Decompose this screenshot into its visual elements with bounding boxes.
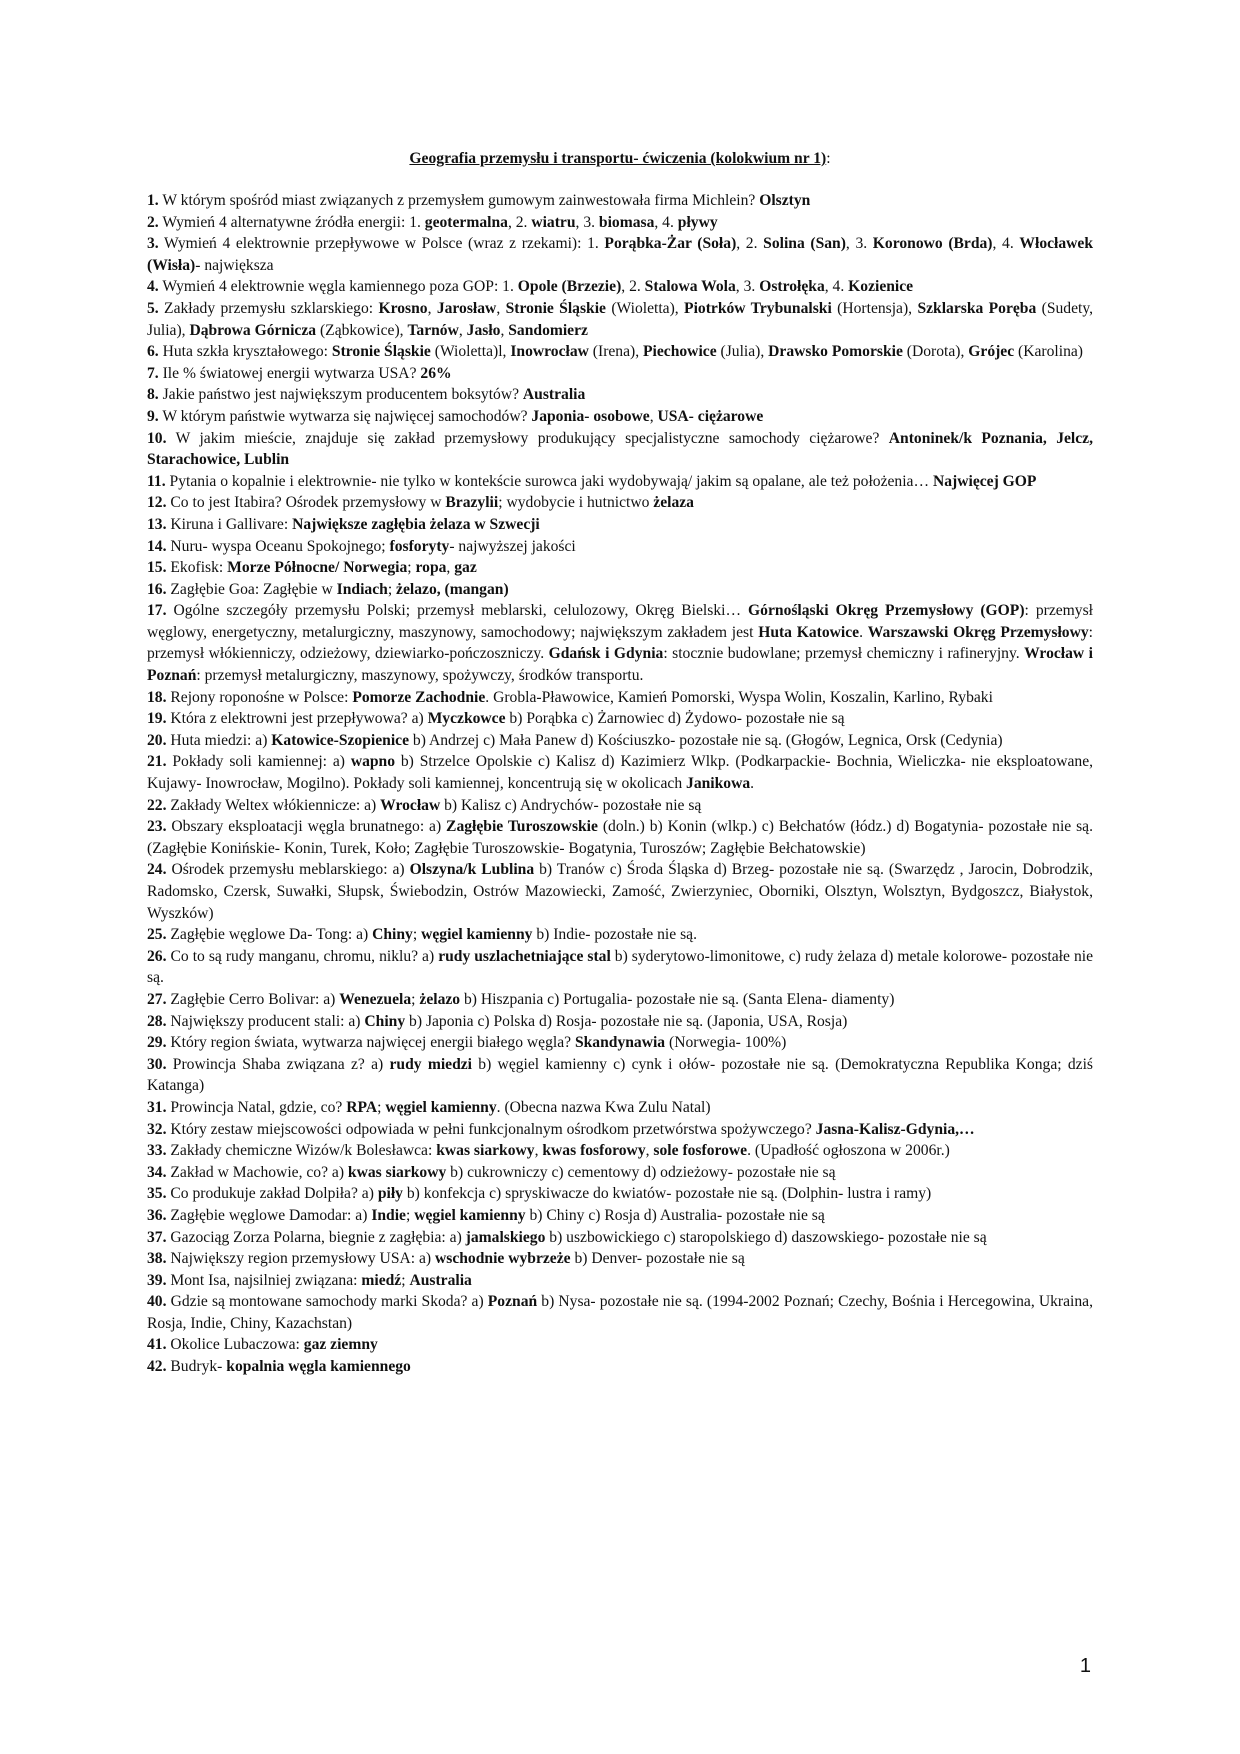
question-text: Budryk- <box>166 1358 227 1376</box>
question-text: b) syderytowo-limonitowe, c) rudy żelaza d) metale kolorowe- pozostałe nie są. <box>147 947 1093 987</box>
question-text: Co to jest Itabira? Ośrodek przemysłowy w <box>166 494 446 512</box>
question-text: , <box>446 559 455 577</box>
question-number: 6. <box>147 343 159 361</box>
answer-text: Najwięcej GOP <box>932 472 1037 490</box>
question-number: 19. <box>147 710 167 728</box>
answer-text: geotermalna <box>424 213 508 231</box>
question-item <box>147 1291 1093 1334</box>
question-text: Prowincja Natal, gdzie, co? <box>166 1098 347 1116</box>
question-text: , 2. <box>621 278 645 296</box>
question-item <box>147 471 1093 493</box>
question-text: Prowincja Shaba związana z? a) <box>166 1055 390 1073</box>
question-text: Gazociąg Zorza Polarna, biegnie z zagłębia: a) <box>166 1228 466 1246</box>
question-text: . (Upadłość ogłoszona w 2006r.) <box>747 1142 950 1160</box>
answer-text: wapno <box>350 753 396 771</box>
question-text: Jakie państwo jest największym producentem boksytów? <box>158 386 523 404</box>
question-text: , <box>427 299 437 317</box>
question-item <box>147 1011 1093 1033</box>
question-item <box>147 557 1093 579</box>
question-number: 13. <box>147 515 167 533</box>
question-text: Zakłady Weltex włókiennicze: a) <box>166 796 381 814</box>
answer-text: kwas siarkowy <box>436 1142 535 1160</box>
question-text: . Grobla-Pławowice, Kamień Pomorski, Wyspa Wolin, Koszalin, Karlino, Rybaki <box>485 688 993 706</box>
question-number: 12. <box>147 494 167 512</box>
question-number: 33. <box>147 1142 167 1160</box>
question-item <box>147 1032 1093 1054</box>
question-item <box>147 946 1093 989</box>
question-text: , <box>458 321 467 339</box>
question-number: 21. <box>147 753 167 771</box>
question-item <box>147 384 1093 406</box>
answer-text: kopalnia węgla kamiennego <box>226 1358 411 1376</box>
question-text: Mont Isa, najsilniej związana: <box>166 1271 362 1289</box>
question-item <box>147 1140 1093 1162</box>
question-text: : przemysł węglowy, energetyczny, metalurgiczny, maszynowy, samochodowy; największym zakładem jest <box>147 602 1094 641</box>
question-number: 4. <box>147 278 159 296</box>
question-text: Rejony roponośne w Polsce: <box>166 688 353 706</box>
question-text: Zagłębie Cerro Bolivar: a) <box>166 990 340 1008</box>
question-text: Największy producent stali: a) <box>166 1012 365 1030</box>
question-number: 18. <box>147 688 167 706</box>
question-text: Zagłębie Goa: Zagłębie w <box>166 580 337 598</box>
question-number: 42. <box>147 1358 167 1376</box>
answer-text: Dąbrowa Górnicza <box>189 321 317 339</box>
answer-text: Pomorze Zachodnie <box>352 688 486 706</box>
question-number: 37. <box>147 1228 167 1246</box>
question-item <box>147 1162 1093 1184</box>
question-text: , 4. <box>992 235 1020 253</box>
answer-text: Australia <box>409 1271 472 1289</box>
question-text: , <box>645 1142 654 1160</box>
answer-text: Piechowice <box>643 343 717 361</box>
answer-text: rudy miedzi <box>389 1055 472 1073</box>
question-text: (doln.) b) Konin (wlkp.) c) Bełchatów (łódz.) d) Bogatynia- pozostałe nie są. (Zagłębie Konińskie- Konin, Turek, Koło; Zagłębie Turoszowskie- Bogatynia, Turoszów; Zagłębie Bełchatowskie) <box>147 818 1093 857</box>
question-text: Która z elektrowni jest przepływowa? a) <box>166 710 428 728</box>
question-item <box>147 190 1093 212</box>
question-item <box>147 1356 1093 1378</box>
question-text: Gdzie są montowane samochody marki Skoda? a) <box>166 1293 488 1311</box>
question-text: . (Obecna nazwa Kwa Zulu Natal) <box>496 1098 711 1116</box>
question-item <box>147 751 1093 794</box>
question-number: 20. <box>147 731 167 749</box>
question-item <box>147 816 1093 859</box>
answer-text: Solina (San) <box>763 235 846 253</box>
answer-text: Olsztyn <box>759 192 811 209</box>
question-text: (Julia), <box>716 343 769 361</box>
question-text: b) Denver- pozostałe nie są <box>570 1250 745 1268</box>
question-text: b) uszbowickiego c) staropolskiego d) daszowskiego- pozostałe nie są <box>545 1228 987 1246</box>
question-number: 38. <box>147 1250 167 1268</box>
question-text: b) Tranów c) Środa Śląska d) Brzeg- pozostałe nie są. (Swarzędz , Jarocin, Dobrodzik, Radomsko, Czersk, Suwałki, Słupsk, Świebodzin, Ostrów Mazowiecki, Zamość, Zwierzyniec, Oborniki, Olsztyn, Wolsztyn, Bydgoszcz, Białystok, Wyszków) <box>147 861 1093 922</box>
question-number: 14. <box>147 537 167 555</box>
question-text: Największy region przemysłowy USA: a) <box>166 1250 435 1268</box>
question-item <box>147 276 1093 298</box>
question-text: - największa <box>195 256 274 274</box>
question-item <box>147 600 1093 686</box>
answer-text: żelaza <box>653 494 694 512</box>
answer-text: żelazo <box>419 990 461 1008</box>
document-title-text: Geografia przemysłu i transportu- ćwiczenia (kolokwium nr 1) <box>409 150 827 167</box>
answer-text: węgiel kamienny <box>385 1098 497 1116</box>
question-number: 29. <box>147 1034 167 1052</box>
question-number: 25. <box>147 926 167 944</box>
answer-text: Krosno <box>378 299 428 317</box>
question-item <box>147 708 1093 730</box>
question-text: , 3. <box>735 278 760 296</box>
question-number: 31. <box>147 1098 167 1116</box>
question-text: Co produkuje zakład Dolpiła? a) <box>166 1185 378 1203</box>
question-text: b) konfekcja c) spryskiwacze do kwiatów- pozostałe nie są. (Dolphin- lustra i ramy) <box>402 1185 932 1203</box>
answer-text: Australia <box>522 386 586 404</box>
question-item <box>147 1119 1093 1141</box>
question-text: (Ząbkowice), <box>316 321 408 339</box>
answer-text: Sandomierz <box>508 321 588 339</box>
answer-text: Brazylii <box>445 494 499 512</box>
question-text: b) Nysa- pozostałe nie są. (1994-2002 Poznań; Czechy, Bośnia i Hercegowina, Ukraina, Rosja, Indie, Chiny, Kazachstan) <box>147 1293 1093 1332</box>
question-text: , 3. <box>845 235 873 253</box>
question-text: (Karolina) <box>1014 343 1083 361</box>
answer-text: Skandynawia <box>574 1034 666 1052</box>
question-text: b) Indie- pozostałe nie są. <box>532 926 697 944</box>
question-text: b) Hiszpania c) Portugalia- pozostałe nie są. (Santa Elena- diamenty) <box>460 990 895 1008</box>
answer-text: kwas fosforowy <box>542 1142 646 1160</box>
answer-text: Warszawski Okręg Przemysłowy <box>867 623 1089 641</box>
question-number: 2. <box>147 213 159 231</box>
question-text: b) Kalisz c) Andrychów- pozostałe nie są <box>440 796 702 814</box>
question-text: (Irena), <box>588 343 644 361</box>
question-number: 16. <box>147 580 167 598</box>
question-number: 10. <box>147 429 167 447</box>
question-text: b) Strzelce Opolskie c) Kalisz d) Kazimierz Wlkp. (Podkarpackie- Bochnia, Wieliczka- nie eksploatowane, Kujawy- Inowrocław, Mogilno). Pokłady soli kamiennej, koncentrują się w okolicach <box>147 753 1094 793</box>
question-text: Zagłębie węglowe Damodar: a) <box>166 1206 372 1224</box>
question-number: 24. <box>147 861 167 879</box>
answer-text: Wrocław <box>380 796 441 814</box>
question-item <box>147 1248 1093 1270</box>
answer-text: RPA <box>346 1098 378 1116</box>
question-item <box>147 989 1093 1011</box>
answer-text: wschodnie wybrzeże <box>435 1250 571 1268</box>
answer-text: biomasa <box>598 213 655 231</box>
answer-text: Jarosław <box>436 299 497 317</box>
answer-text: węgiel kamienny <box>414 1206 526 1224</box>
answer-text: Jasna-Kalisz-Gdynia,… <box>815 1120 975 1138</box>
question-text: Wymień 4 alternatywne źródła energii: 1. <box>158 213 425 231</box>
answer-text: Drawsko Pomorskie <box>768 343 903 361</box>
question-number: 35. <box>147 1185 167 1203</box>
question-item <box>147 730 1093 752</box>
answer-text: Olszyna/k Lublina <box>409 861 535 879</box>
answer-text: miedź <box>361 1271 402 1289</box>
answer-text: Wrocław i Poznań <box>147 645 1094 685</box>
question-item <box>147 492 1093 514</box>
answer-text: Piotrków Trybunalski <box>684 299 832 317</box>
question-text: ; <box>411 990 420 1008</box>
answer-text: Chiny <box>372 926 413 944</box>
question-text: (Wioletta), <box>605 299 685 317</box>
page-number: 1 <box>1079 1655 1091 1677</box>
question-number: 22. <box>147 796 167 814</box>
question-text: W jakim mieście, znajduje się zakład przemysłowy produkujący specjalistyczne samochody ciężarowe? <box>166 429 889 447</box>
answer-text: Opole (Brzezie) <box>517 278 622 296</box>
answer-text: USA- ciężarowe <box>657 407 764 425</box>
question-text: Zakłady chemiczne Wizów/k Bolesławca: <box>166 1142 437 1160</box>
question-item <box>147 1205 1093 1227</box>
question-text: ; wydobycie i hutnictwo <box>498 494 654 512</box>
question-text: Huta szkła kryształowego: <box>158 343 332 361</box>
question-item <box>147 341 1093 363</box>
question-number: 8. <box>147 386 159 404</box>
question-text: Ogólne szczegóły przemysłu Polski; przemysł meblarski, celulozowy, Okręg Bielski… <box>166 602 749 620</box>
question-item <box>147 1334 1093 1356</box>
question-text: Okolice Lubaczowa: <box>166 1336 304 1354</box>
answer-text: piły <box>377 1185 403 1203</box>
question-text: : przemysł metalurgiczny, maszynowy, spożywczy, środków transportu. <box>196 667 644 685</box>
answer-text: pływy <box>677 213 718 231</box>
question-number: 39. <box>147 1271 167 1289</box>
answer-text: gaz ziemny <box>303 1336 378 1354</box>
answer-text: Koronowo (Brda) <box>872 235 993 253</box>
answer-text: Górnośląski Okręg Przemysłowy (GOP) <box>748 602 1025 620</box>
question-text: Pokłady soli kamiennej: a) <box>166 753 351 771</box>
question-text: Nuru- wyspa Oceanu Spokojnego; <box>166 537 390 555</box>
answer-text: gaz <box>454 559 477 577</box>
answer-text: Stronie Śląskie <box>331 343 431 361</box>
question-item <box>147 428 1093 471</box>
answer-text: Stalowa Wola <box>644 278 736 296</box>
answer-text: sole fosforowe <box>653 1142 748 1160</box>
question-number: 17. <box>147 602 167 620</box>
question-text: , 4. <box>824 278 849 296</box>
answer-text: Kozienice <box>848 278 914 296</box>
answer-text: Huta Katowice <box>758 623 860 641</box>
question-text: Ekofisk: <box>166 559 228 577</box>
question-text: Wymień 4 elektrownie przepływowe w Polsce (wraz z rzekami): 1. <box>158 235 605 253</box>
answer-text: Antoninek/k Poznania, Jelcz, Starachowice, Lublin <box>147 429 1093 469</box>
answer-text: Katowice-Szopienice <box>271 731 410 749</box>
question-text: W którym spośród miast związanych z przemysłem gumowym zainwestowała firma Michlein? <box>158 192 760 209</box>
question-text: Huta miedzi: a) <box>166 731 272 749</box>
question-item <box>147 212 1093 234</box>
question-text: Pytania o kopalnie i elektrownie- nie tylko w kontekście surowca jaki wydobywają/ jakim są opalane, ale też położenia… <box>165 472 933 490</box>
answer-text: Zagłębie Turoszowskie <box>446 818 598 836</box>
answer-text: Ostrołęka <box>759 278 825 296</box>
answer-text: ropa <box>415 559 447 577</box>
question-text: ; <box>407 559 416 577</box>
question-number: 23. <box>147 818 167 836</box>
question-number: 11. <box>147 472 166 490</box>
answer-text: kwas siarkowy <box>347 1163 447 1181</box>
question-text: (Norwegia- 100%) <box>665 1034 787 1052</box>
question-number: 40. <box>147 1293 167 1311</box>
question-text: b) Porąbka c) Żarnowiec d) Żydowo- pozostałe nie są <box>505 710 845 728</box>
question-item <box>147 363 1093 385</box>
question-number: 15. <box>147 559 167 577</box>
answer-text: wiatru <box>531 213 576 231</box>
question-text: Ośrodek przemysłu meblarskiego: a) <box>166 861 410 879</box>
question-text: , 3. <box>575 213 599 231</box>
answer-text: Myczkowce <box>427 710 506 728</box>
answer-text: Porąbka-Żar (Soła) <box>604 235 737 253</box>
question-item <box>147 859 1093 924</box>
question-item <box>147 1054 1093 1097</box>
question-item <box>147 536 1093 558</box>
question-text: W którym państwie wytwarza się najwięcej samochodów? <box>158 407 532 425</box>
question-text: , <box>500 321 509 339</box>
question-number: 41. <box>147 1336 167 1354</box>
question-number: 30. <box>147 1055 167 1073</box>
answer-text: fosforyty <box>389 537 450 555</box>
question-text: Zakład w Machowie, co? a) <box>166 1163 348 1181</box>
question-number: 34. <box>147 1163 167 1181</box>
question-text: Kiruna i Gallivare: <box>166 515 293 533</box>
answer-text: Inowrocław <box>510 343 589 361</box>
question-item <box>147 514 1093 536</box>
question-text: b) Andrzej c) Mała Panew d) Kościuszko- pozostałe nie są. (Głogów, Legnica, Orsk (Cedynia) <box>409 731 1003 749</box>
answer-text: Szklarska Poręba <box>917 299 1037 317</box>
answer-text: Gdańsk i Gdynia <box>548 645 664 663</box>
question-number: 26. <box>147 947 167 965</box>
question-item <box>147 924 1093 946</box>
question-text: Zakłady przemysłu szklarskiego: <box>158 299 379 317</box>
question-number: 27. <box>147 990 167 1008</box>
question-text: , 2. <box>507 213 532 231</box>
answer-text: Chiny <box>364 1012 406 1030</box>
question-text: b) Japonia c) Polska d) Rosja- pozostałe nie są. (Japonia, USA, Rosja) <box>405 1012 848 1030</box>
question-text: (Hortensja), <box>831 299 918 317</box>
question-text: - najwyższej jakości <box>449 537 576 555</box>
question-text: (Dorota), <box>902 343 969 361</box>
question-item <box>147 1183 1093 1205</box>
answer-text: Stronie Śląskie <box>505 299 606 317</box>
question-text: Ile % światowej energii wytwarza USA? <box>158 364 421 382</box>
question-text: Który region świata, wytwarza najwięcej energii białego węgla? <box>166 1034 575 1052</box>
question-text: , <box>534 1142 543 1160</box>
answer-text: Janikowa <box>686 775 751 793</box>
question-number: 28. <box>147 1012 167 1030</box>
question-list <box>147 190 1093 1378</box>
question-text: , 4. <box>654 213 678 231</box>
answer-text: Grójec <box>968 343 1015 361</box>
answer-text: żelazo, (mangan) <box>396 580 509 598</box>
question-text: b) Chiny c) Rosja d) Australia- pozostałe nie są <box>525 1206 825 1224</box>
question-text: Zagłębie węglowe Da- Tong: a) <box>166 926 373 944</box>
answer-text: Morze Północne/ Norwegia <box>227 559 408 577</box>
question-number: 7. <box>147 364 159 382</box>
answer-text: Japonia- osobowe <box>531 407 650 425</box>
question-text: , 2. <box>736 235 764 253</box>
question-text: . <box>750 775 755 793</box>
answer-text: rudy uszlachetniające stal <box>438 947 611 965</box>
document-title-colon: : <box>826 150 831 167</box>
question-text: , <box>649 407 658 425</box>
question-item <box>147 406 1093 428</box>
answer-text: 26% <box>420 364 452 382</box>
question-item <box>147 1227 1093 1249</box>
question-text: (Wioletta)l, <box>430 343 511 361</box>
question-number: 32. <box>147 1120 167 1138</box>
question-number: 36. <box>147 1206 167 1224</box>
question-item <box>147 579 1093 601</box>
question-text: Wymień 4 elektrownie węgla kamiennego poza GOP: 1. <box>158 278 518 296</box>
question-text: Co to są rudy manganu, chromu, niklu? a) <box>166 947 439 965</box>
question-text: ; <box>405 1206 415 1224</box>
question-text: ; <box>387 580 397 598</box>
question-number: 1. <box>147 192 159 209</box>
question-number: 9. <box>147 407 159 425</box>
question-text: Który zestaw miejscowości odpowiada w pełni funkcjonalnym ośrodkom przetwórstwa spożywczego? <box>166 1120 816 1138</box>
question-text: : przemysł włókienniczy, odzieżowy, dziewiarko-pończoszniczy. <box>147 623 1094 663</box>
question-item <box>147 1097 1093 1119</box>
answer-text: Włocławek (Wisła) <box>147 235 1094 274</box>
answer-text: Poznań <box>487 1293 538 1311</box>
answer-text: Tarnów <box>407 321 459 339</box>
answer-text: Indiach <box>336 580 388 598</box>
question-text: ; <box>377 1098 386 1116</box>
question-text: b) cukrowniczy c) cementowy d) odzieżowy- pozostałe nie są <box>446 1163 836 1181</box>
answer-text: Wenezuela <box>339 990 412 1008</box>
answer-text: Indie <box>371 1206 406 1224</box>
question-text: . <box>859 623 868 641</box>
question-item <box>147 1270 1093 1292</box>
answer-text: jamalskiego <box>465 1228 546 1246</box>
question-text: , <box>496 299 506 317</box>
question-text: ; <box>412 926 422 944</box>
answer-text: węgiel kamienny <box>421 926 533 944</box>
question-item <box>147 795 1093 817</box>
document-title <box>147 148 1093 170</box>
question-text: ; <box>401 1271 410 1289</box>
answer-text: Największe zagłębia żelaza w Szwecji <box>292 515 540 533</box>
question-text: (Sudety, Julia), <box>147 299 1094 339</box>
question-item <box>147 233 1093 276</box>
question-number: 5. <box>147 299 159 317</box>
question-text: Obszary eksploatacji węgla brunatnego: a) <box>166 818 447 836</box>
question-number: 3. <box>147 235 159 253</box>
question-item <box>147 298 1093 341</box>
answer-text: Jasło <box>466 321 501 339</box>
question-text: b) węgiel kamienny c) cynk i ołów- pozostałe nie są. (Demokratyczna Republika Konga; dziś Katanga) <box>147 1055 1093 1095</box>
question-text: : stocznie budowlane; przemysł chemiczny i rafineryjny. <box>663 645 1025 663</box>
question-item <box>147 687 1093 709</box>
